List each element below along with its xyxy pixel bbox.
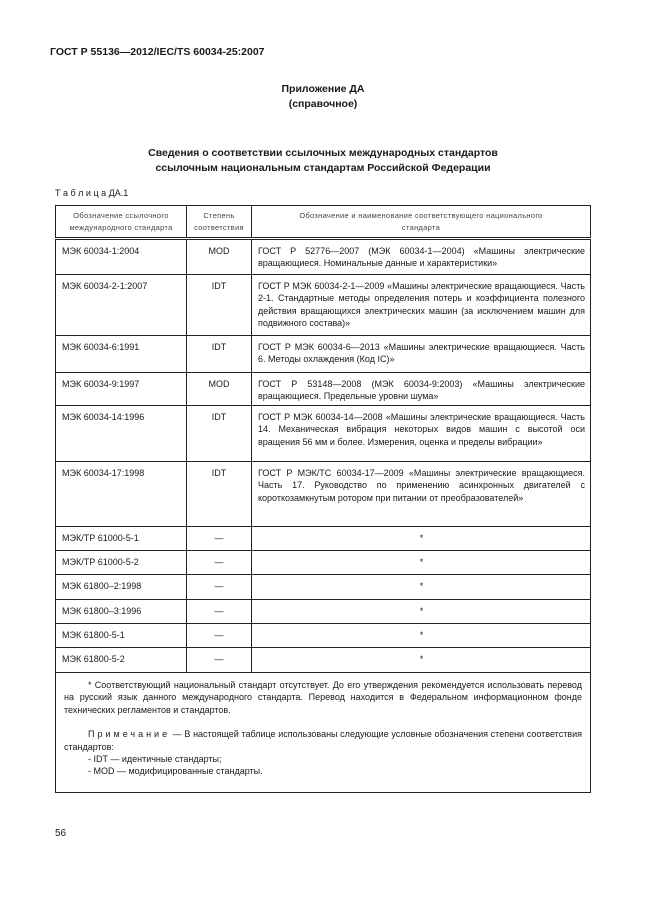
- national-standard-cell: ГОСТ Р 52776—2007 (МЭК 60034-1—2004) «Машины электрические вращающиеся. Номинальные данные и характеристики»: [252, 239, 591, 275]
- national-standard-cell: *: [252, 648, 591, 673]
- note-item: - IDT — идентичные стандарты;: [88, 754, 222, 765]
- national-standard-cell: *: [252, 551, 591, 575]
- intl-standard-cell: МЭК 61800–3:1996: [56, 600, 187, 624]
- page-number: 56: [55, 828, 67, 839]
- degree-cell: IDT: [187, 336, 252, 373]
- national-standard-cell: ГОСТ Р 53148—2008 (МЭК 60034-9:2003) «Машины электрические вращающиеся. Предельные уровни шума»: [252, 373, 591, 406]
- annex-title: Приложение ДА: [281, 83, 365, 95]
- column-header: Обозначение ссылочного международного стандарта: [56, 206, 187, 239]
- table-row: [56, 600, 591, 624]
- degree-cell: —: [187, 575, 252, 600]
- intl-standard-cell: МЭК 61800–2:1998: [56, 575, 187, 600]
- table-row: [56, 551, 591, 575]
- heading-line-2: ссылочным национальным стандартам Российской Федерации: [155, 162, 491, 174]
- intl-standard-cell: МЭК 60034-17:1998: [56, 462, 187, 527]
- footnote: * Соответствующий национальный стандарт отсутствует. До его утверждения рекомендуется использовать перевод на русский язык данного международного стандарта. Перевод находится в Федеральном информационном фонде технических регламентов и стандартов.: [64, 680, 582, 715]
- standards-table: [55, 205, 591, 793]
- degree-cell: MOD: [187, 373, 252, 406]
- table-header-row: [56, 206, 591, 239]
- note-text: — В настоящей таблице использованы следующие условные обозначения степени соответствия стандартов:: [64, 729, 582, 752]
- document-header: ГОСТ Р 55136—2012/IEC/TS 60034-25:2007: [50, 46, 265, 58]
- degree-cell: —: [187, 551, 252, 575]
- intl-standard-cell: МЭК/ТР 61000-5-1: [56, 527, 187, 551]
- degree-cell: —: [187, 527, 252, 551]
- national-standard-cell: *: [252, 575, 591, 600]
- national-standard-cell: *: [252, 527, 591, 551]
- annex-subtitle: (справочное): [288, 98, 358, 110]
- national-standard-cell: ГОСТ Р МЭК 60034-6—2013 «Машины электрические вращающиеся. Часть 6. Методы охлаждения (Код IC)»: [252, 336, 591, 373]
- national-standard-cell: ГОСТ Р МЭК/ТС 60034-17—2009 «Машины электрические вращающиеся. Часть 17. Руководство по применению асинхронных двигателей с короткозамкнутым ротором при питании от преобразователей»: [252, 462, 591, 527]
- degree-cell: —: [187, 648, 252, 673]
- table-caption: Т а б л и ц а ДА.1: [55, 188, 129, 198]
- degree-cell: IDT: [187, 275, 252, 336]
- intl-standard-cell: МЭК 60034-6:1991: [56, 336, 187, 373]
- note: [64, 728, 582, 753]
- table-row: [56, 575, 591, 600]
- table-row: [56, 624, 591, 648]
- table-notes: [56, 673, 591, 793]
- degree-cell: IDT: [187, 462, 252, 527]
- degree-cell: IDT: [187, 406, 252, 462]
- intl-standard-cell: МЭК 60034-9:1997: [56, 373, 187, 406]
- table-row: [56, 373, 591, 406]
- note-label: Примечание: [88, 729, 171, 740]
- table-row: [56, 406, 591, 462]
- intl-standard-cell: МЭК/ТР 61000-5-2: [56, 551, 187, 575]
- national-standard-cell: *: [252, 600, 591, 624]
- heading-line-1: Сведения о соответствии ссылочных международных стандартов: [148, 147, 498, 159]
- table-row: [56, 527, 591, 551]
- table-row: [56, 239, 591, 275]
- national-standard-cell: ГОСТ Р МЭК 60034-2-1—2009 «Машины электрические вращающиеся. Часть 2-1. Стандартные методы определения потерь и коэффициента полезного действия вращающихся электрических машин (за исключением машин для подвижного состава)»: [252, 275, 591, 336]
- degree-cell: MOD: [187, 239, 252, 275]
- national-standard-cell: ГОСТ Р МЭК 60034-14—2008 «Машины электрические вращающиеся. Часть 14. Механическая вибрация некоторых видов машин с высотой оси вращения 56 мм и более. Измерения, оценка и пределы вибрации»: [252, 406, 591, 462]
- intl-standard-cell: МЭК 60034-14:1996: [56, 406, 187, 462]
- intl-standard-cell: МЭК 60034-2-1:2007: [56, 275, 187, 336]
- national-standard-cell: *: [252, 624, 591, 648]
- table-row: [56, 336, 591, 373]
- intl-standard-cell: МЭК 61800-5-2: [56, 648, 187, 673]
- table-row: [56, 275, 591, 336]
- table-row: [56, 462, 591, 527]
- intl-standard-cell: МЭК 61800-5-1: [56, 624, 187, 648]
- degree-cell: —: [187, 624, 252, 648]
- column-header: Степень соответствия: [187, 206, 252, 239]
- degree-cell: —: [187, 600, 252, 624]
- intl-standard-cell: МЭК 60034-1:2004: [56, 239, 187, 275]
- table-row: [56, 648, 591, 673]
- note-item: - MOD — модифицированные стандарты.: [88, 766, 263, 777]
- table-notes-row: [56, 673, 591, 793]
- column-header: Обозначение и наименование соответствующего национального стандарта: [252, 206, 591, 239]
